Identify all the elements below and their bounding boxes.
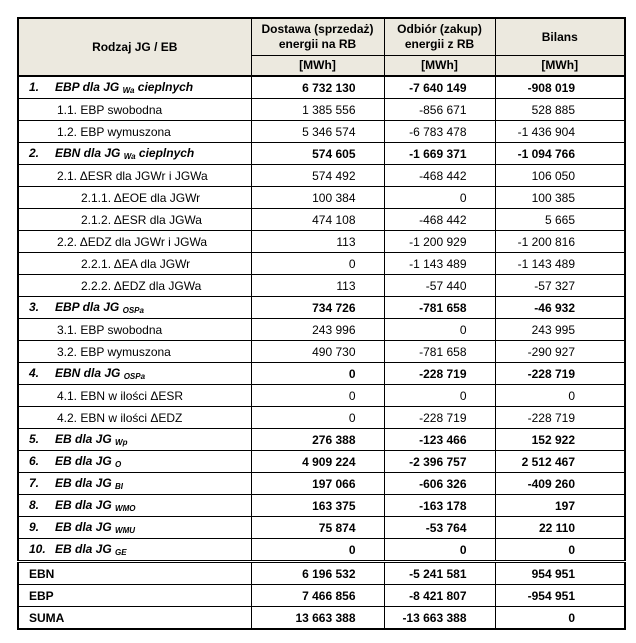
row-title: EB dla JG <box>55 432 112 446</box>
row-label-text <box>29 498 135 512</box>
energy-balance-table <box>17 17 626 630</box>
table-row <box>18 76 625 99</box>
row-title: 2.1. ΔESR dla JGWr i JGWa <box>57 168 208 183</box>
row-number: 2. <box>29 146 40 160</box>
row-title: 2.2.1. ΔEA dla JGWr <box>81 256 191 271</box>
row-subscript: WMO <box>115 504 136 513</box>
cell-balance: 243 995 <box>495 319 625 341</box>
row-label <box>18 231 251 253</box>
table-row <box>18 407 625 429</box>
cell-supply: 4 909 224 <box>251 451 384 473</box>
row-label <box>18 297 251 319</box>
row-number: 5. <box>29 432 40 446</box>
cell-balance: 0 <box>495 539 625 562</box>
row-label <box>18 187 251 209</box>
row-label <box>18 473 251 495</box>
row-label-text <box>29 345 171 359</box>
cell-balance: -57 327 <box>495 275 625 297</box>
table-row <box>18 341 625 363</box>
cell-demand: -781 658 <box>384 297 495 319</box>
summary-label: EBP <box>18 585 251 607</box>
row-label-text <box>29 103 162 117</box>
summary-demand: -8 421 807 <box>384 585 495 607</box>
cell-balance: -1 143 489 <box>495 253 625 275</box>
table-row <box>18 231 625 253</box>
unit-balance: [MWh] <box>495 56 625 77</box>
summary-row <box>18 585 625 607</box>
row-subscript: Wa <box>122 86 135 95</box>
row-number: 8. <box>29 498 40 512</box>
table-row <box>18 539 625 562</box>
row-title: 1.2. EBP wymuszona <box>57 124 171 139</box>
table-row <box>18 297 625 319</box>
table-row <box>18 319 625 341</box>
table-body <box>18 76 625 629</box>
row-label <box>18 407 251 429</box>
cell-demand: -2 396 757 <box>384 451 495 473</box>
summary-demand: -13 663 388 <box>384 607 495 630</box>
row-subscript: Wp <box>115 438 128 447</box>
row-label <box>18 209 251 231</box>
row-label-text <box>29 389 183 403</box>
row-label-text <box>29 125 171 139</box>
row-title: EBN dla JG <box>55 146 121 160</box>
row-subscript: OSPa <box>122 306 144 315</box>
row-label <box>18 121 251 143</box>
summary-balance: 954 951 <box>495 562 625 585</box>
cell-demand: -123 466 <box>384 429 495 451</box>
cell-demand: -606 326 <box>384 473 495 495</box>
cell-supply: 276 388 <box>251 429 384 451</box>
row-label-text <box>29 520 135 534</box>
cell-balance: 22 110 <box>495 517 625 539</box>
row-label <box>18 143 251 165</box>
row-title: 4.1. EBN w ilości ΔESR <box>57 388 184 403</box>
table-row <box>18 99 625 121</box>
summary-label: EBN <box>18 562 251 585</box>
summary-label: SUMA <box>18 607 251 630</box>
table-row <box>18 187 625 209</box>
row-title: 2.1.2. ΔESR dla JGWa <box>81 212 202 227</box>
row-title: 2.1.1. ΔEOE dla JGWr <box>81 190 201 205</box>
unit-demand: [MWh] <box>384 56 495 77</box>
table-row <box>18 363 625 385</box>
cell-supply: 75 874 <box>251 517 384 539</box>
cell-supply: 0 <box>251 385 384 407</box>
row-title: 3.2. EBP wymuszona <box>57 344 171 359</box>
row-subscript: OSPa <box>123 372 146 381</box>
row-title: EB dla JG <box>55 476 112 490</box>
row-subscript: GE <box>115 548 127 557</box>
row-title: EB dla JG <box>55 454 112 468</box>
cell-balance: 152 922 <box>495 429 625 451</box>
row-title: 3.1. EBP swobodna <box>57 322 163 337</box>
cell-balance: -908 019 <box>495 76 625 99</box>
summary-balance: 0 <box>495 607 625 630</box>
row-subscript: WMU <box>115 526 136 535</box>
row-label-text <box>29 80 193 94</box>
row-label <box>18 165 251 187</box>
cell-supply: 0 <box>251 363 384 385</box>
cell-demand: -1 143 489 <box>384 253 495 275</box>
row-title: 2.2.2. ΔEDZ dla JGWa <box>81 278 202 293</box>
row-label-text <box>29 146 194 160</box>
row-label-text <box>29 323 162 337</box>
row-number: 1. <box>29 80 40 94</box>
cell-demand: -7 640 149 <box>384 76 495 99</box>
cell-demand: 0 <box>384 539 495 562</box>
cell-demand: -228 719 <box>384 363 495 385</box>
row-suffix: cieplnych <box>135 146 195 160</box>
cell-supply: 0 <box>251 407 384 429</box>
cell-supply: 163 375 <box>251 495 384 517</box>
cell-demand: 0 <box>384 319 495 341</box>
header-supply: Dostawa (sprzedaż) energii na RB <box>251 18 384 56</box>
row-label <box>18 253 251 275</box>
cell-supply: 243 996 <box>251 319 384 341</box>
table-row <box>18 473 625 495</box>
summary-supply: 13 663 388 <box>251 607 384 630</box>
table-row <box>18 495 625 517</box>
row-label-text <box>29 476 123 490</box>
cell-balance: 100 385 <box>495 187 625 209</box>
cell-demand: -53 764 <box>384 517 495 539</box>
row-number: 4. <box>29 366 40 380</box>
row-subscript: O <box>115 460 122 469</box>
cell-balance: -1 094 766 <box>495 143 625 165</box>
cell-demand: -468 442 <box>384 209 495 231</box>
summary-demand: -5 241 581 <box>384 562 495 585</box>
row-subscript: BI <box>115 482 124 491</box>
row-title: EBN dla JG <box>55 366 121 380</box>
table-row <box>18 143 625 165</box>
header-rodzaj: Rodzaj JG / EB <box>18 18 251 76</box>
row-title: EBP dla JG <box>55 300 120 314</box>
cell-balance: -228 719 <box>495 407 625 429</box>
cell-balance: 0 <box>495 385 625 407</box>
cell-balance: -290 927 <box>495 341 625 363</box>
summary-row <box>18 607 625 630</box>
row-label-text <box>29 235 207 249</box>
cell-balance: 528 885 <box>495 99 625 121</box>
row-label-text <box>29 257 190 271</box>
row-label <box>18 539 251 562</box>
table-row <box>18 517 625 539</box>
cell-balance: 106 050 <box>495 165 625 187</box>
cell-supply: 490 730 <box>251 341 384 363</box>
cell-supply: 0 <box>251 253 384 275</box>
cell-balance: 5 665 <box>495 209 625 231</box>
cell-supply: 734 726 <box>251 297 384 319</box>
row-title: EBP dla JG <box>55 80 120 94</box>
row-label <box>18 363 251 385</box>
row-label <box>18 495 251 517</box>
summary-balance: -954 951 <box>495 585 625 607</box>
summary-row <box>18 562 625 585</box>
cell-supply: 100 384 <box>251 187 384 209</box>
cell-supply: 113 <box>251 231 384 253</box>
summary-supply: 7 466 856 <box>251 585 384 607</box>
cell-demand: -228 719 <box>384 407 495 429</box>
table-row <box>18 253 625 275</box>
row-label <box>18 451 251 473</box>
row-label <box>18 385 251 407</box>
header-balance: Bilans <box>495 18 625 56</box>
cell-balance: -1 436 904 <box>495 121 625 143</box>
cell-demand: -1 200 929 <box>384 231 495 253</box>
row-label <box>18 517 251 539</box>
row-label-text <box>29 300 144 314</box>
row-label <box>18 76 251 99</box>
cell-supply: 197 066 <box>251 473 384 495</box>
row-label-text <box>29 213 202 227</box>
row-label-text <box>29 542 127 556</box>
cell-demand: -1 669 371 <box>384 143 495 165</box>
row-label <box>18 319 251 341</box>
table-row <box>18 451 625 473</box>
table-row <box>18 275 625 297</box>
row-label-text <box>29 191 200 205</box>
row-number: 6. <box>29 454 40 468</box>
row-label-text <box>29 169 208 183</box>
cell-balance: 197 <box>495 495 625 517</box>
cell-supply: 474 108 <box>251 209 384 231</box>
row-title: 4.2. EBN w ilości ΔEDZ <box>57 410 183 425</box>
cell-demand: 0 <box>384 385 495 407</box>
summary-supply: 6 196 532 <box>251 562 384 585</box>
row-label <box>18 429 251 451</box>
row-subscript: Wa <box>123 152 136 161</box>
row-number: 3. <box>29 300 40 314</box>
cell-demand: -856 671 <box>384 99 495 121</box>
cell-demand: -468 442 <box>384 165 495 187</box>
cell-balance: -1 200 816 <box>495 231 625 253</box>
row-suffix: cieplnych <box>134 80 194 94</box>
table-row <box>18 429 625 451</box>
cell-demand: 0 <box>384 187 495 209</box>
cell-demand: -781 658 <box>384 341 495 363</box>
row-title: EB dla JG <box>55 542 112 556</box>
cell-demand: -163 178 <box>384 495 495 517</box>
cell-balance: -46 932 <box>495 297 625 319</box>
unit-supply: [MWh] <box>251 56 384 77</box>
cell-supply: 1 385 556 <box>251 99 384 121</box>
row-label-text <box>29 279 201 293</box>
header-demand: Odbiór (zakup) energii z RB <box>384 18 495 56</box>
row-number: 7. <box>29 476 40 490</box>
row-label <box>18 275 251 297</box>
cell-supply: 6 732 130 <box>251 76 384 99</box>
row-number: 9. <box>29 520 40 534</box>
row-label <box>18 341 251 363</box>
table-row <box>18 209 625 231</box>
cell-balance: -409 260 <box>495 473 625 495</box>
row-label <box>18 99 251 121</box>
row-title: EB dla JG <box>55 498 112 512</box>
cell-balance: -228 719 <box>495 363 625 385</box>
row-label-text <box>29 432 127 446</box>
row-title: EB dla JG <box>55 520 112 534</box>
row-label-text <box>29 454 121 468</box>
row-title: 1.1. EBP swobodna <box>57 102 163 117</box>
row-title: 2.2. ΔEDZ dla JGWr i JGWa <box>57 234 208 249</box>
cell-supply: 113 <box>251 275 384 297</box>
cell-supply: 574 492 <box>251 165 384 187</box>
cell-supply: 0 <box>251 539 384 562</box>
table-row <box>18 121 625 143</box>
cell-supply: 574 605 <box>251 143 384 165</box>
table-row <box>18 385 625 407</box>
cell-balance: 2 512 467 <box>495 451 625 473</box>
row-number: 10. <box>29 542 46 556</box>
row-label-text <box>29 411 182 425</box>
row-label-text <box>29 366 145 380</box>
table-row <box>18 165 625 187</box>
cell-demand: -6 783 478 <box>384 121 495 143</box>
cell-demand: -57 440 <box>384 275 495 297</box>
cell-supply: 5 346 574 <box>251 121 384 143</box>
